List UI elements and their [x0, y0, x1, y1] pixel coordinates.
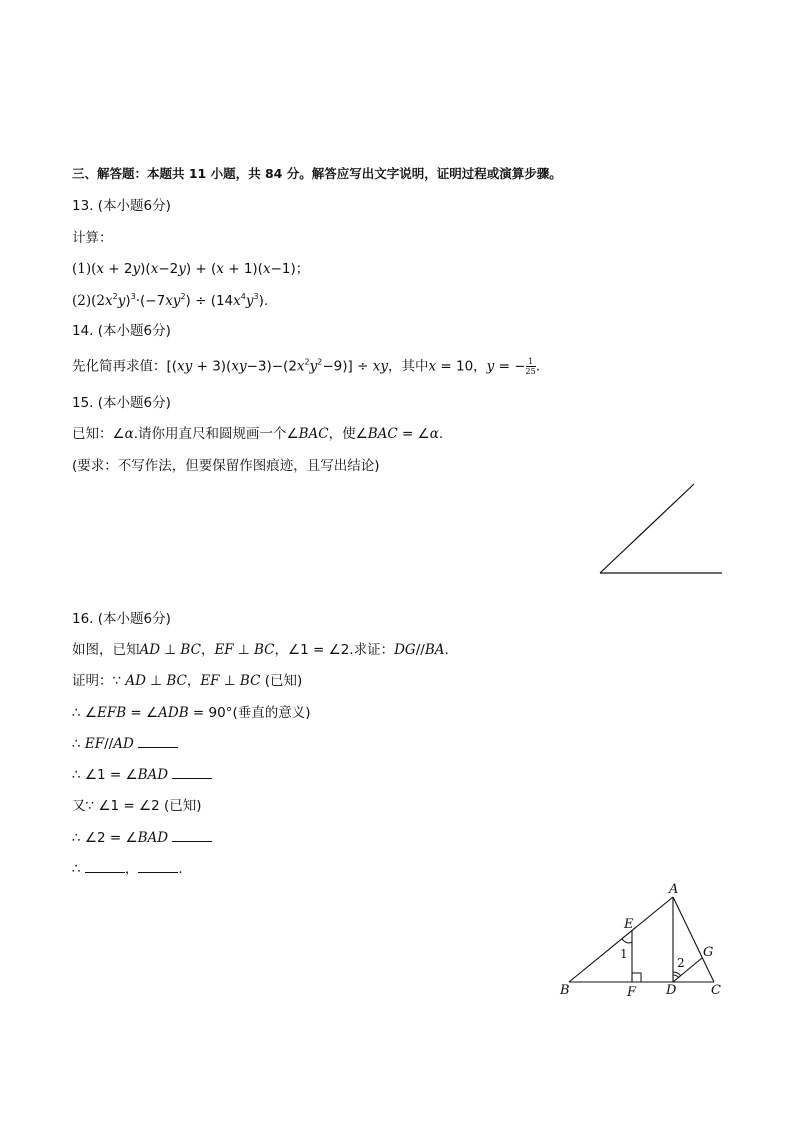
- label-angle-2: 2: [677, 956, 685, 970]
- q13-number: 13. (本小题6分): [72, 198, 171, 214]
- label-f: F: [627, 985, 637, 1000]
- label-c: C: [711, 983, 721, 998]
- q15-number: 15. (本小题6分): [72, 395, 171, 411]
- right-angle-mark: [632, 973, 641, 982]
- q16-number: 16. (本小题6分): [72, 611, 171, 627]
- segment-ba: [569, 897, 673, 982]
- proof-line-3: ∴ EF//AD: [72, 735, 178, 753]
- q15-requirement: (要求：不写作法，但要保留作图痕迹，且写出结论): [72, 458, 380, 474]
- q16-problem: 如图，已知AD ⊥ BC，EF ⊥ BC，∠1 = ∠2.求证：DG//BA.: [72, 642, 449, 658]
- q13-instruction: 计算：: [72, 230, 113, 246]
- proof-line-6: ∴ ∠2 = ∠BAD: [72, 829, 212, 847]
- label-angle-1: 1: [620, 947, 628, 961]
- proof-line-5: 又∵ ∠1 = ∠2 (已知): [72, 798, 202, 814]
- proof-line-4: ∴ ∠1 = ∠BAD: [72, 766, 212, 784]
- q13-part1: (1)(x + 2y)(x−2y) + (x + 1)(x−1)；: [72, 261, 310, 277]
- proof-line-2: ∴ ∠EFB = ∠ADB = 90°(垂直的意义): [72, 705, 311, 721]
- proof-line-1: 证明：∵ AD ⊥ BC，EF ⊥ BC (已知): [72, 673, 303, 689]
- label-b: B: [560, 983, 570, 998]
- section-heading: 三、解答题：本题共 11 小题，共 84 分。解答应写出文字说明，证明过程或演算步骤。: [72, 166, 562, 181]
- q14-text: 先化简再求值：$[(xy + 3)(xy-3)-(2x^2y^2-9)]$ ÷ xy，其中x = 10，y = − $\frac{1}{25}$ .: [72, 357, 541, 376]
- q13-part2: $(2)(2x^2y)^3\cdot(-7xy^2) \div (14x^4y^3)$.: [72, 292, 269, 309]
- label-a: A: [669, 882, 679, 897]
- proof-line-7: ∴ ， .: [72, 861, 183, 877]
- q15-text: 已知：∠α.请你用直尺和圆规画一个∠BAC，使∠BAC = ∠α.: [72, 426, 444, 442]
- label-g: G: [703, 945, 714, 960]
- angle-1-arc: [622, 939, 632, 943]
- label-e: E: [624, 917, 634, 932]
- q14-number: 14. (本小题6分): [72, 323, 171, 339]
- label-d: D: [666, 983, 677, 998]
